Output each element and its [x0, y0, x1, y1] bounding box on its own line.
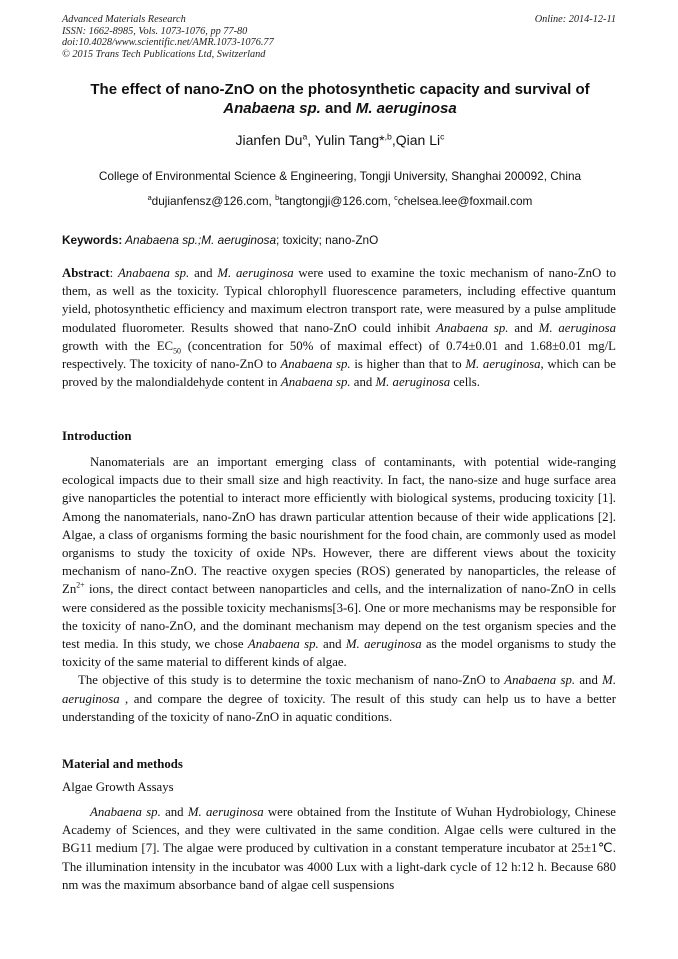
author-1: Jianfen Du — [235, 132, 303, 148]
abstract-text: : — [109, 266, 118, 280]
journal-issn: ISSN: 1662-8985, Vols. 1073-1076, pp 77-80 — [62, 25, 248, 37]
author-list — [40, 132, 640, 148]
keywords — [62, 233, 616, 247]
intro-text: The objective of this study is to determine the toxic mechanism of nano-ZnO to — [78, 673, 505, 688]
email-3: chelsea.lee@foxmail.com — [397, 194, 533, 208]
introduction-heading: Introduction — [62, 429, 132, 443]
abstract-text: is higher than that to — [350, 357, 466, 372]
journal-doi: doi:10.4028/www.scientific.net/AMR.1073-1076.77 — [62, 37, 274, 48]
online-date: Online: 2014-12-11 — [534, 14, 616, 25]
intro-text: Nanomaterials are an important emerging class of contaminants, with potential wide-ranging ecological impacts due to their small size and high reactivity. In fact, the nano-size and huge surface area give nanoparticles the potential to interact more efficiently with biological systems, producing toxicity [1]. Among the nanomaterials, nano-ZnO has drawn particular attention because of their wide applications [2]. Algae, a class of organisms forming the basic nourishment for the food chain, are commonly used as model organisms to study the toxicity of oxide NPs. However, there are different views about the toxicity mechanism of nano-ZnO. The reactive oxygen species (ROS) generated by nanoparticles, the release of Zn — [62, 455, 616, 597]
title-species-2: M. aeruginosa — [355, 100, 457, 117]
email-3-sup: c — [394, 193, 398, 203]
introduction-body — [62, 453, 616, 726]
methods-heading: Material and methods — [62, 757, 183, 771]
title-line-2 — [40, 99, 640, 118]
methods-subheading: Algae Growth Assays — [62, 780, 174, 794]
intro-text: and — [575, 673, 603, 688]
email-1-sup: a — [147, 193, 152, 203]
abstract-text: (concentration for 50% of maximal effect) of 0.74±0.01 and 1.68±0.01 mg/L respectively. The toxicity of nano-ZnO to — [62, 338, 616, 372]
keywords-rest: ; toxicity; nano-ZnO — [276, 233, 379, 247]
author-2: , Yulin Tang* — [307, 132, 385, 148]
abstract-text: and — [189, 266, 218, 280]
methods-paragraph-1 — [62, 803, 616, 894]
methods-text: and — [160, 805, 188, 819]
keywords-label: Keywords: — [62, 233, 123, 247]
intro-paragraph-2 — [62, 671, 616, 726]
author-1-sup: a — [302, 131, 308, 142]
species-name: M. aeruginosa — [465, 357, 541, 372]
species-name: Anabaena sp. — [280, 357, 351, 372]
title-and: and — [320, 100, 356, 117]
title-line-1: The effect of nano-ZnO on the photosynthetic capacity and survival of — [90, 81, 590, 98]
author-2-sup: ,b — [384, 131, 392, 142]
species-name: Anabaena sp. — [247, 637, 319, 652]
abstract-text: cells. — [450, 375, 480, 390]
intro-paragraph-1 — [62, 453, 616, 671]
species-name: Anabaena sp. — [436, 320, 509, 335]
abstract-text: , which can be proved by the malondialdehyde content in — [62, 357, 616, 390]
intro-text: , and compare the degree of toxicity. The result of this study can help us to have a better understanding of the toxicity of nano-ZnO in aquatic conditions. — [62, 691, 616, 724]
abstract-text: growth with the EC — [62, 338, 174, 353]
species-name: Anabaena sp. — [90, 805, 161, 819]
ec-subscript: 50 — [173, 346, 181, 356]
email-1: dujianfensz@126.com, — [151, 194, 276, 208]
intro-text: and — [318, 637, 346, 652]
species-name: Anabaena sp. — [117, 266, 190, 280]
species-name: Anabaena sp. — [504, 673, 576, 688]
author-3-sup: c — [440, 131, 445, 142]
methods-body — [62, 803, 616, 894]
email-2-sup: b — [275, 193, 280, 203]
intro-text: as the model organisms to study the toxicity of the same material to different kinds of algae. — [62, 637, 616, 670]
abstract — [62, 264, 616, 391]
species-name: M. aeruginosa — [345, 637, 422, 652]
keyword-2: ;M. aeruginosa — [197, 233, 277, 247]
species-name: Anabaena sp. — [280, 375, 351, 390]
abstract-text: and — [350, 375, 376, 390]
species-name: M. aeruginosa — [538, 320, 616, 335]
paper-title — [40, 80, 640, 118]
intro-text: ions, the direct contact between nanoparticles and cells, and the internalization of nano-ZnO in cells were considered as the possible toxicity mechanisms[3-6]. One or more mechanisms may be responsible for the toxicity of nano-ZnO, and the dominant mechanism may depend on the test organism species and the test media. In this study, we chose — [62, 582, 616, 652]
abstract-text: and — [508, 320, 539, 335]
email-list — [40, 194, 640, 208]
title-species-1: Anabaena sp. — [223, 100, 321, 117]
species-name: M. aeruginosa — [187, 805, 264, 819]
journal-header — [62, 14, 616, 60]
affiliation: College of Environmental Science & Engineering, Tongji University, Shanghai 200092, China — [98, 169, 582, 183]
species-name: M. aeruginosa — [62, 673, 617, 706]
species-name: M. aeruginosa — [217, 266, 294, 280]
species-name: M. aeruginosa — [375, 375, 451, 390]
author-3: ,Qian Li — [391, 132, 441, 148]
abstract-text: were used to examine the toxic mechanism of nano-ZnO to them, as well as the toxicity. Typical chlorophyll fluorescence parameters, including effective quantum yield, photosynthetic efficiency and maximum electron transport rate, were measured by a pulse amplitude modulated fluorometer. Results showed that nano-ZnO could inhibit — [62, 266, 616, 335]
email-2: tangtongji@126.com, — [279, 194, 395, 208]
keyword-1: Anabaena sp. — [122, 233, 198, 247]
journal-copyright: © 2015 Trans Tech Publications Ltd, Switzerland — [62, 48, 266, 60]
methods-text: were obtained from the Institute of Wuhan Hydrobiology, Chinese Academy of Sciences, and they were cultivated in the same condition. Algae cells were cultured in the BG11 medium [7]. The algae were produced by cultivation in a constant temperature incubator at 25±1℃. The illumination intensity in the incubator was 4000 Lux with a light-dark cycle of 12 h:12 h. Because 680 nm was the maximum absorbance band of algae cell suspensions — [62, 805, 616, 892]
zn-superscript: 2+ — [76, 581, 85, 591]
journal-name: Advanced Materials Research — [62, 14, 186, 25]
abstract-label: Abstract — [62, 266, 110, 280]
